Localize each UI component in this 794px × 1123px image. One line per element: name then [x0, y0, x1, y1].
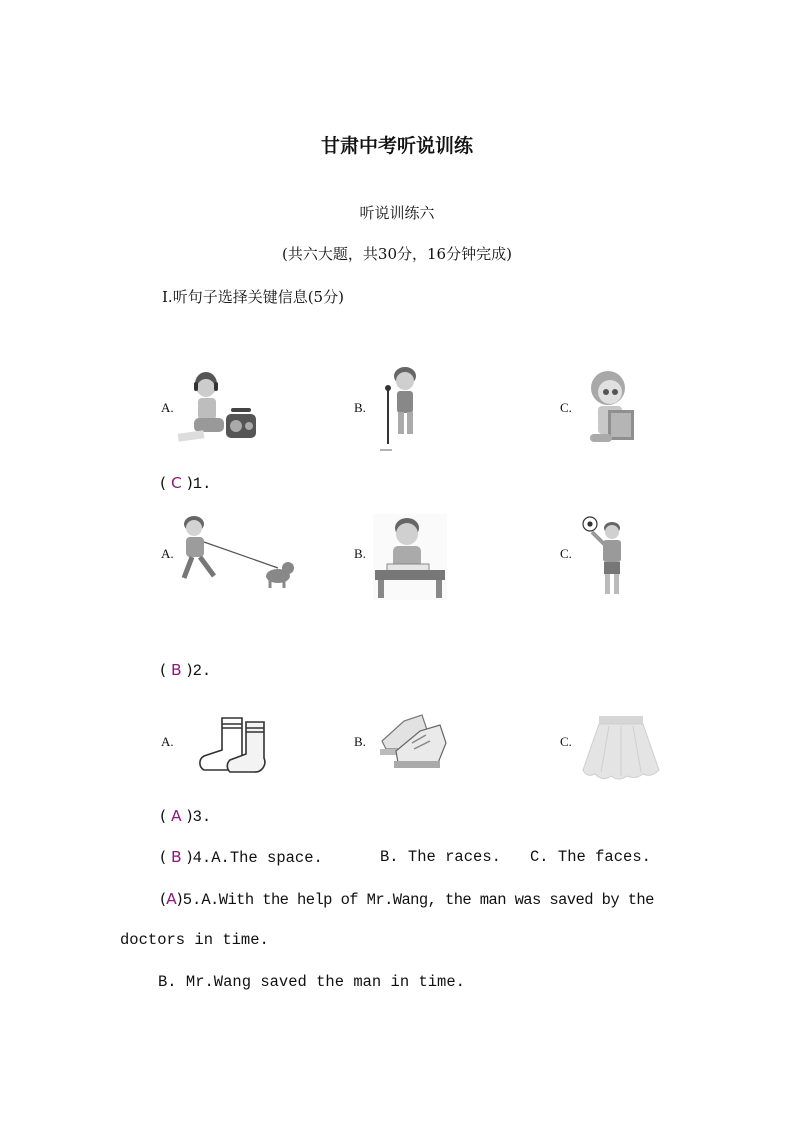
option-label-b: B. — [354, 546, 366, 561]
option-label-c: C. — [560, 400, 572, 415]
section-heading: Ⅰ.听句子选择关键信息(5分) — [162, 288, 344, 306]
option-label-c: C. — [560, 546, 572, 561]
option-label-c: C. — [560, 734, 572, 749]
boy-singing-microphone-icon — [378, 366, 428, 452]
question-4: ( B )4.A.The space. — [160, 848, 323, 867]
socks-icon — [190, 714, 270, 776]
question-3: ( A )3. — [160, 807, 212, 826]
q5-option-a-line2: doctors in time. — [120, 931, 269, 949]
answer-2: B — [170, 661, 182, 679]
q4-option-b: B. The races. — [380, 848, 501, 866]
boy-playing-football-icon — [580, 516, 634, 598]
question-2: ( B )2. — [160, 661, 212, 680]
q4-option-c: C. The faces. — [530, 848, 651, 866]
question-5: (A)5.A.With the help of Mr.Wang, the man was saved by the — [160, 890, 654, 909]
boy-listening-music-icon — [174, 368, 264, 448]
option-label-b: B. — [354, 400, 366, 415]
answer-5: A — [166, 890, 177, 908]
sneakers-icon — [378, 709, 448, 771]
page-subtitle: 听说训练六 — [359, 204, 435, 222]
option-label-b: B. — [354, 734, 366, 749]
option-label-a: A. — [161, 734, 174, 749]
q5-option-b: B. Mr.Wang saved the man in time. — [158, 973, 465, 991]
q4-option-a: A.The space. — [211, 849, 323, 867]
boy-walking-dog-icon — [178, 514, 300, 590]
option-label-a: A. — [161, 546, 174, 561]
answer-3: A — [170, 807, 182, 825]
girl-reading-book-icon — [582, 368, 642, 448]
q5-option-a-line1: A.With the help of Mr.Wang, the man was saved by the — [201, 891, 654, 909]
answer-1: C — [170, 474, 182, 492]
exam-note: (共六大题，共30分，16分钟完成) — [282, 245, 512, 263]
answer-4: B — [170, 848, 182, 866]
page-title: 甘肃中考听说训练 — [320, 135, 473, 157]
skirt-icon — [583, 716, 659, 778]
option-label-a: A. — [161, 400, 174, 415]
question-1: ( C )1. — [160, 474, 212, 493]
boy-reading-desk-icon — [373, 514, 447, 600]
